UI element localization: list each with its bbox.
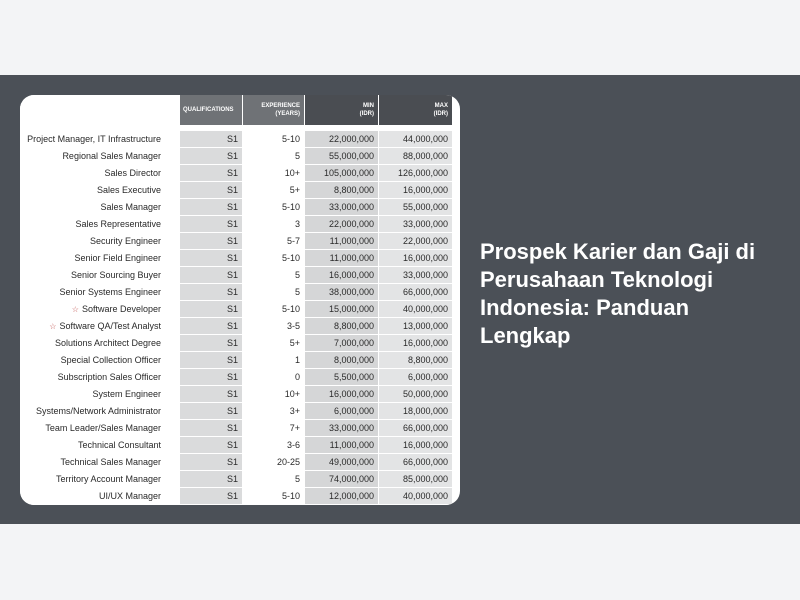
experience-cell: 3+	[242, 403, 304, 420]
min-salary-cell: 33,000,000	[304, 199, 378, 216]
qualification-cell: S1	[179, 352, 242, 369]
position-cell: Project Manager, IT Infrastructure	[20, 131, 179, 148]
salary-table-image	[20, 95, 460, 505]
position-cell: Sales Executive	[20, 182, 179, 199]
min-salary-cell: 8,800,000	[304, 318, 378, 335]
min-salary-cell: 55,000,000	[304, 148, 378, 165]
max-salary-cell: 44,000,000	[378, 131, 452, 148]
min-salary-cell: 22,000,000	[304, 216, 378, 233]
min-salary-cell: 74,000,000	[304, 471, 378, 488]
position-cell: Territory Account Manager	[20, 471, 179, 488]
qualification-cell: S1	[179, 250, 242, 267]
star-icon: ☆	[49, 322, 57, 331]
qualification-cell: S1	[179, 335, 242, 352]
max-salary-cell: 18,000,000	[378, 403, 452, 420]
experience-cell: 5-10	[242, 301, 304, 318]
qualification-cell: S1	[179, 216, 242, 233]
experience-cell: 5+	[242, 335, 304, 352]
experience-cell: 5-7	[242, 233, 304, 250]
qualification-cell: S1	[179, 488, 242, 505]
qualification-cell: S1	[179, 369, 242, 386]
position-cell: Senior Sourcing Buyer	[20, 267, 179, 284]
table-row	[20, 352, 452, 369]
min-salary-cell: 6,000,000	[304, 403, 378, 420]
experience-cell: 3-6	[242, 437, 304, 454]
table-row	[20, 335, 452, 352]
min-salary-cell: 38,000,000	[304, 284, 378, 301]
qualification-cell: S1	[179, 403, 242, 420]
max-salary-cell: 50,000,000	[378, 386, 452, 403]
table-row	[20, 148, 452, 165]
table-row	[20, 386, 452, 403]
min-salary-cell: 11,000,000	[304, 250, 378, 267]
max-salary-cell: 22,000,000	[378, 233, 452, 250]
experience-cell: 20-25	[242, 454, 304, 471]
qualification-cell: S1	[179, 182, 242, 199]
header-experience: EXPERIENCE (YEARS)	[242, 95, 304, 125]
max-salary-cell: 40,000,000	[378, 301, 452, 318]
position-cell: Sales Manager	[20, 199, 179, 216]
max-salary-cell: 6,000,000	[378, 369, 452, 386]
min-salary-cell: 11,000,000	[304, 437, 378, 454]
table-row	[20, 369, 452, 386]
max-salary-cell: 16,000,000	[378, 335, 452, 352]
qualification-cell: S1	[179, 284, 242, 301]
page-title: Prospek Karier dan Gaji di Perusahaan Teknologi Indonesia: Panduan Lengkap	[480, 239, 756, 348]
position-cell: Subscription Sales Officer	[20, 369, 179, 386]
position-cell: ☆ Software QA/Test Analyst	[20, 318, 179, 335]
max-salary-cell: 16,000,000	[378, 182, 452, 199]
table-row	[20, 267, 452, 284]
qualification-cell: S1	[179, 165, 242, 182]
header-max: MAX (IDR)	[378, 95, 452, 125]
experience-cell: 5+	[242, 182, 304, 199]
position-cell: Technical Sales Manager	[20, 454, 179, 471]
experience-cell: 5	[242, 267, 304, 284]
qualification-cell: S1	[179, 199, 242, 216]
position-cell: Senior Field Engineer	[20, 250, 179, 267]
table-row	[20, 131, 452, 148]
qualification-cell: S1	[179, 420, 242, 437]
min-salary-cell: 16,000,000	[304, 386, 378, 403]
qualification-cell: S1	[179, 386, 242, 403]
min-salary-cell: 12,000,000	[304, 488, 378, 505]
table-row	[20, 216, 452, 233]
table-row	[20, 488, 452, 505]
max-salary-cell: 66,000,000	[378, 420, 452, 437]
max-salary-cell: 33,000,000	[378, 216, 452, 233]
min-salary-cell: 8,000,000	[304, 352, 378, 369]
position-cell: Solutions Architect Degree	[20, 335, 179, 352]
salary-table	[20, 95, 452, 505]
header-position	[20, 95, 179, 125]
qualification-cell: S1	[179, 233, 242, 250]
experience-cell: 5	[242, 148, 304, 165]
experience-cell: 5-10	[242, 199, 304, 216]
max-salary-cell: 40,000,000	[378, 488, 452, 505]
max-salary-cell: 8,800,000	[378, 352, 452, 369]
min-salary-cell: 16,000,000	[304, 267, 378, 284]
min-salary-cell: 105,000,000	[304, 165, 378, 182]
table-row	[20, 301, 452, 318]
min-salary-cell: 33,000,000	[304, 420, 378, 437]
position-cell: UI/UX Manager	[20, 488, 179, 505]
table-row	[20, 182, 452, 199]
min-salary-cell: 15,000,000	[304, 301, 378, 318]
table-row	[20, 454, 452, 471]
table-row	[20, 318, 452, 335]
qualification-cell: S1	[179, 148, 242, 165]
min-salary-cell: 7,000,000	[304, 335, 378, 352]
position-cell: Special Collection Officer	[20, 352, 179, 369]
position-cell: Senior Systems Engineer	[20, 284, 179, 301]
min-salary-cell: 8,800,000	[304, 182, 378, 199]
qualification-cell: S1	[179, 131, 242, 148]
position-cell: Team Leader/Sales Manager	[20, 420, 179, 437]
experience-cell: 10+	[242, 386, 304, 403]
position-cell: Systems/Network Administrator	[20, 403, 179, 420]
qualification-cell: S1	[179, 267, 242, 284]
experience-cell: 5	[242, 471, 304, 488]
table-header-row	[20, 95, 452, 125]
header-qualifications: QUALIFICATIONS	[179, 95, 242, 125]
qualification-cell: S1	[179, 471, 242, 488]
position-cell: Security Engineer	[20, 233, 179, 250]
max-salary-cell: 16,000,000	[378, 250, 452, 267]
qualification-cell: S1	[179, 318, 242, 335]
experience-cell: 7+	[242, 420, 304, 437]
qualification-cell: S1	[179, 454, 242, 471]
experience-cell: 10+	[242, 165, 304, 182]
table-row	[20, 420, 452, 437]
min-salary-cell: 11,000,000	[304, 233, 378, 250]
experience-cell: 5-10	[242, 131, 304, 148]
max-salary-cell: 66,000,000	[378, 454, 452, 471]
max-salary-cell: 88,000,000	[378, 148, 452, 165]
experience-cell: 1	[242, 352, 304, 369]
position-cell: Sales Representative	[20, 216, 179, 233]
max-salary-cell: 13,000,000	[378, 318, 452, 335]
min-salary-cell: 22,000,000	[304, 131, 378, 148]
position-cell: ☆ Software Developer	[20, 301, 179, 318]
max-salary-cell: 126,000,000	[378, 165, 452, 182]
experience-cell: 3	[242, 216, 304, 233]
position-cell: Regional Sales Manager	[20, 148, 179, 165]
experience-cell: 3-5	[242, 318, 304, 335]
table-row	[20, 233, 452, 250]
star-icon: ☆	[71, 305, 79, 314]
table-row	[20, 403, 452, 420]
table-row	[20, 471, 452, 488]
max-salary-cell: 85,000,000	[378, 471, 452, 488]
table-row	[20, 199, 452, 216]
experience-cell: 5-10	[242, 250, 304, 267]
table-row	[20, 250, 452, 267]
table-row	[20, 284, 452, 301]
max-salary-cell: 33,000,000	[378, 267, 452, 284]
max-salary-cell: 16,000,000	[378, 437, 452, 454]
position-cell: Sales Director	[20, 165, 179, 182]
qualification-cell: S1	[179, 437, 242, 454]
max-salary-cell: 55,000,000	[378, 199, 452, 216]
min-salary-cell: 49,000,000	[304, 454, 378, 471]
position-cell: Technical Consultant	[20, 437, 179, 454]
min-salary-cell: 5,500,000	[304, 369, 378, 386]
table-row	[20, 165, 452, 182]
header-min: MIN (IDR)	[304, 95, 378, 125]
max-salary-cell: 66,000,000	[378, 284, 452, 301]
experience-cell: 5	[242, 284, 304, 301]
qualification-cell: S1	[179, 301, 242, 318]
table-row	[20, 437, 452, 454]
experience-cell: 0	[242, 369, 304, 386]
experience-cell: 5-10	[242, 488, 304, 505]
position-cell: System Engineer	[20, 386, 179, 403]
